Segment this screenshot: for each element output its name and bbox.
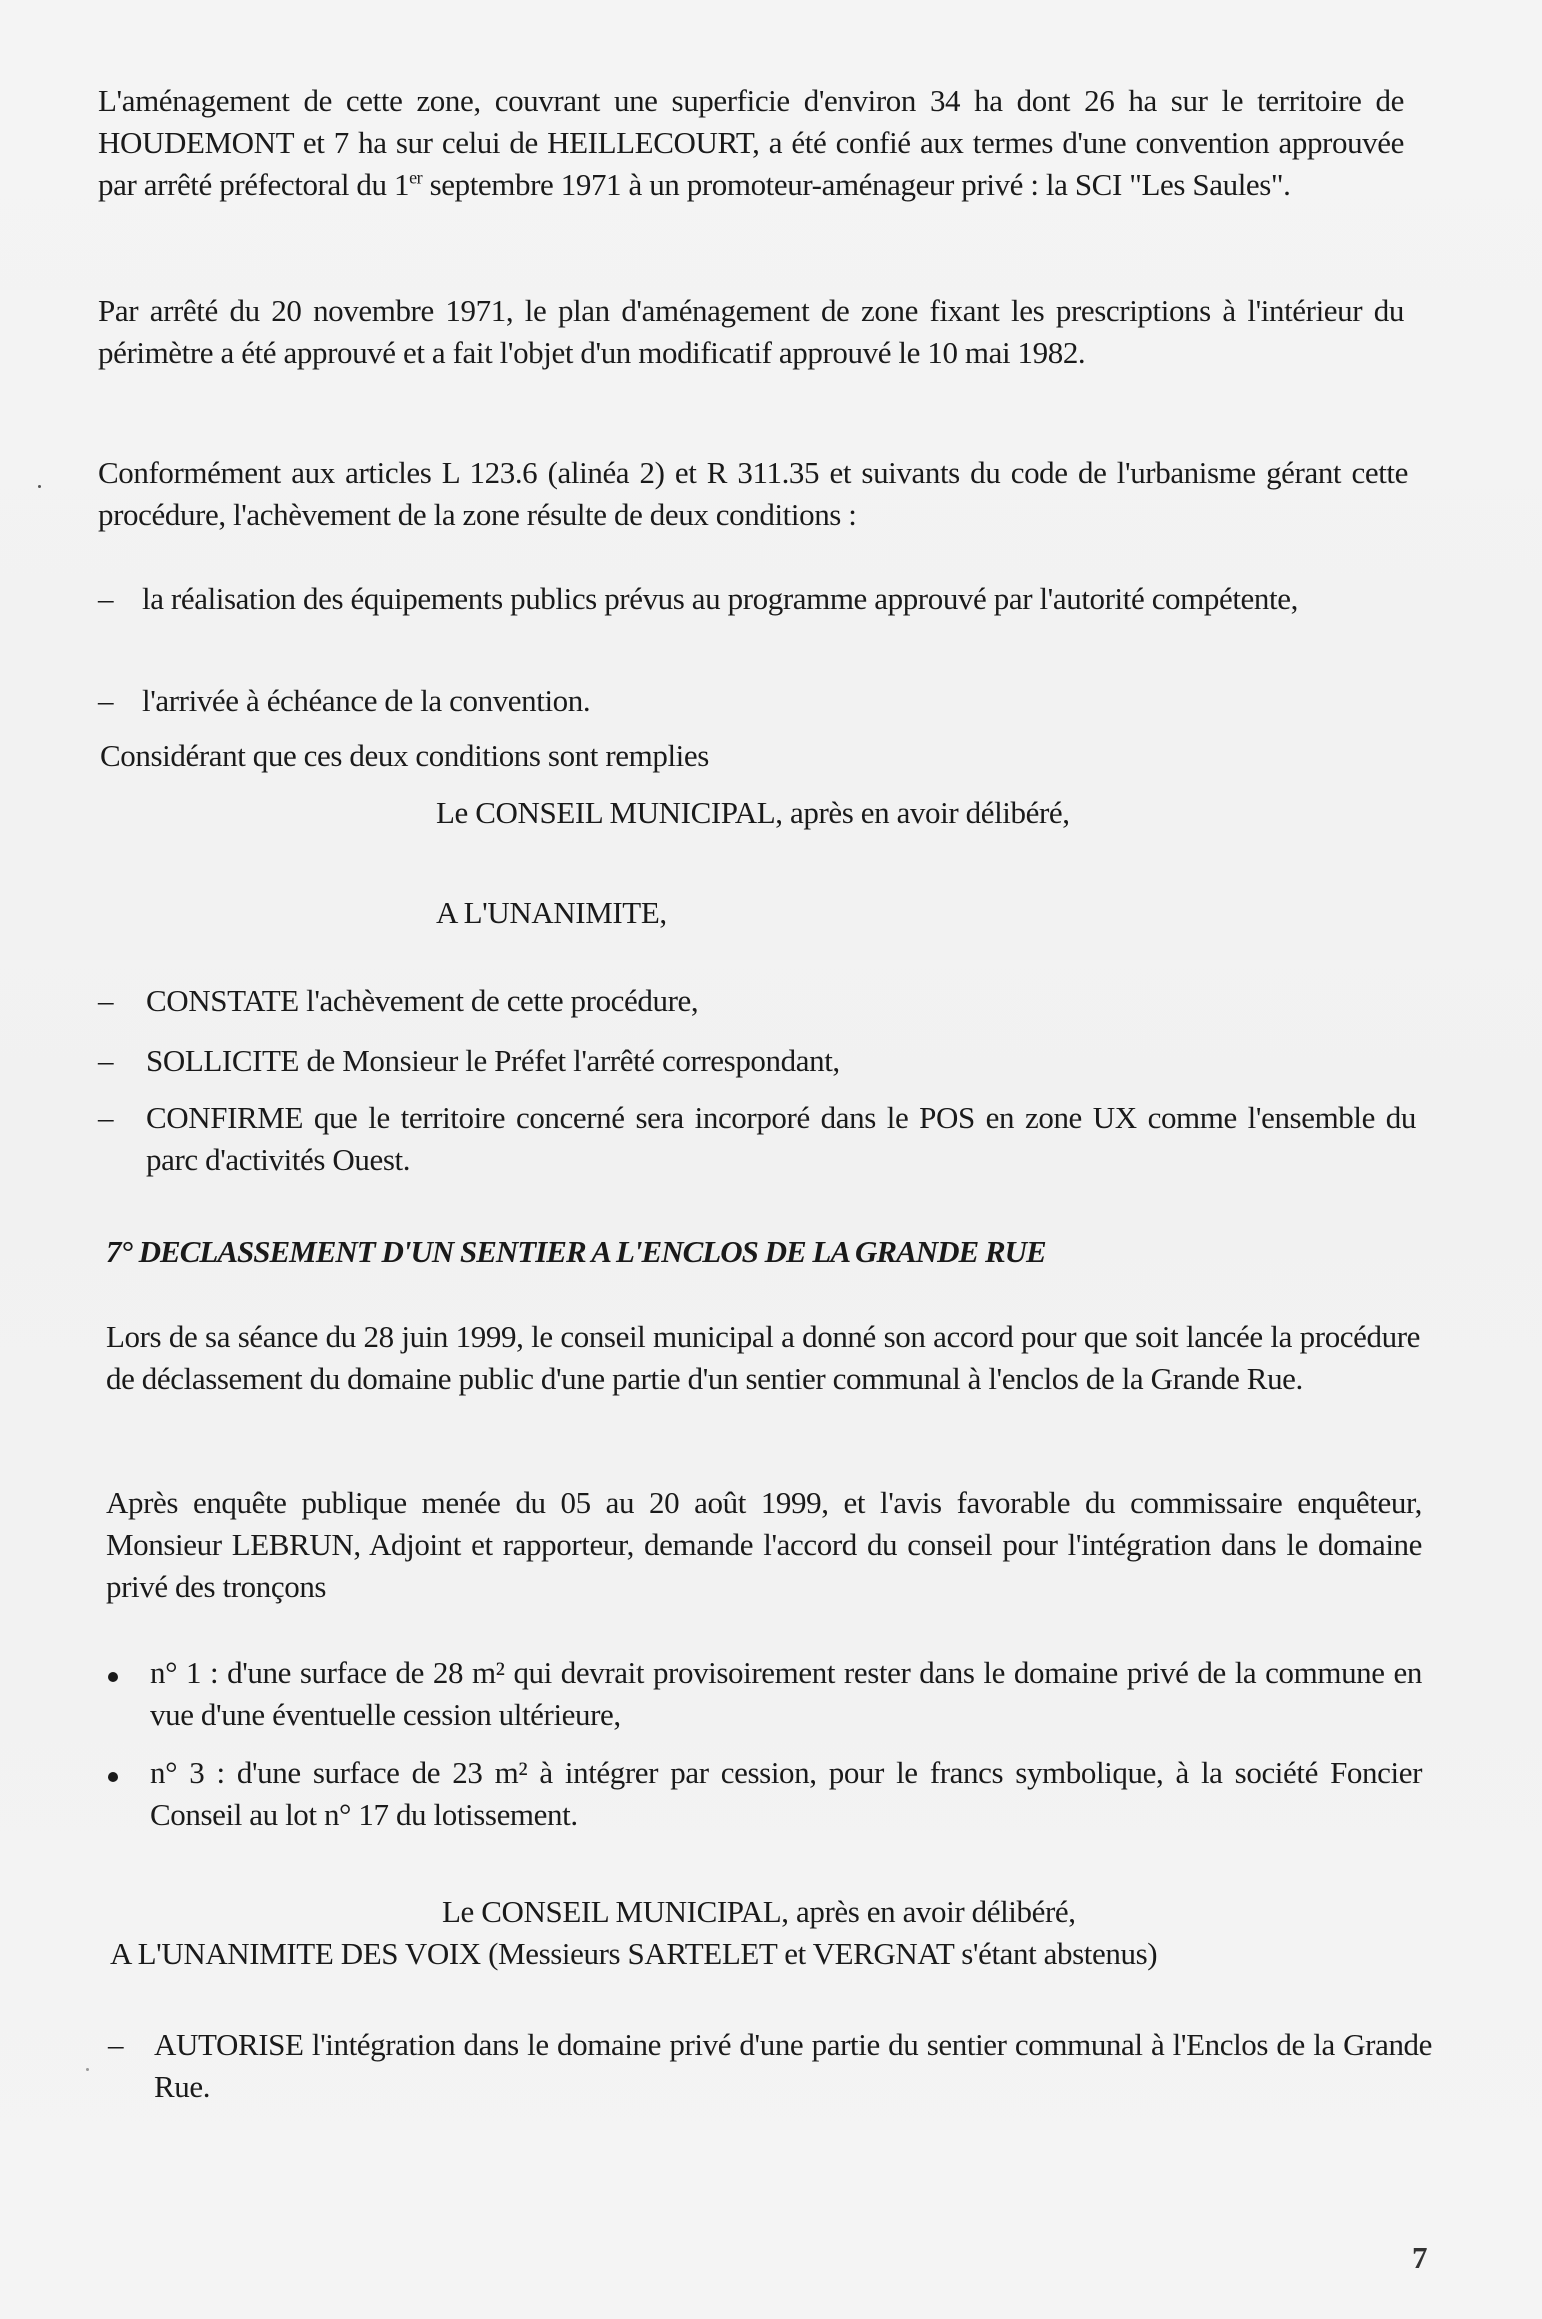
paragraph-zone-amenagement bbox=[98, 80, 1404, 206]
paragraph-text: Conformément aux articles L 123.6 (alinéa 2) et R 311.35 et suivants du code de l'urbanisme gérant cette procédure, l'achèvement de la zone résulte de deux conditions : bbox=[98, 455, 1408, 532]
considering-line: Considérant que ces deux conditions sont remplies bbox=[100, 738, 709, 773]
council-deliberation: Le CONSEIL MUNICIPAL, après en avoir délibéré, bbox=[442, 1894, 1076, 1929]
paragraph-text: Après enquête publique menée du 05 au 20 août 1999, et l'avis favorable du commissaire enquêteur, Monsieur LEBRUN, Adjoint et rapporteur, demande l'accord du conseil pour l'intégration dans le domaine privé des tronçons bbox=[106, 1485, 1422, 1604]
paragraph-text: L'aménagement de cette zone, couvrant une superficie d'environ 34 ha dont 26 ha sur le territoire de HOUDEMONT et 7 ha sur celui de HEILLECOURT, a été confié aux termes d'une convention approuvée par arrêté préfectoral du 1 bbox=[98, 83, 1404, 202]
section-text: n° 3 : d'une surface de 23 m² à intégrer par cession, pour le francs symbolique, à la société Foncier Conseil au lot n° 17 du lotissement. bbox=[150, 1755, 1422, 1832]
paragraph-seance-juin bbox=[106, 1316, 1420, 1400]
paragraph-text: Par arrêté du 20 novembre 1971, le plan d'aménagement de zone fixant les prescriptions à l'intérieur du périmètre a été approuvé et a fait l'objet d'un modificatif approuvé le 10 mai 1982. bbox=[98, 293, 1404, 370]
unanimity-statement: A L'UNANIMITE DES VOIX (Messieurs SARTELET et VERGNAT s'étant abstenus) bbox=[110, 1936, 1158, 1971]
section-item bbox=[106, 1652, 1422, 1736]
condition-text: la réalisation des équipements publics prévus au programme approuvé par l'autorité compétente, bbox=[142, 581, 1298, 616]
dash-marker: – bbox=[98, 983, 114, 1018]
condition-text: l'arrivée à échéance de la convention. bbox=[142, 683, 591, 718]
scan-speck bbox=[38, 485, 41, 488]
dash-marker: – bbox=[108, 2027, 124, 2062]
section-item bbox=[106, 1752, 1422, 1836]
superscript-er: er bbox=[409, 167, 423, 188]
page-number: 7 bbox=[1412, 2240, 1428, 2275]
dash-marker: – bbox=[98, 1043, 114, 1078]
decision-text: CONFIRME que le territoire concerné sera incorporé dans le POS en zone UX comme l'ensemble du parc d'activités Ouest. bbox=[146, 1100, 1416, 1177]
section-heading: 7° DECLASSEMENT D'UN SENTIER A L'ENCLOS DE LA GRANDE RUE bbox=[106, 1234, 1046, 1269]
unanimity-statement: A L'UNANIMITE, bbox=[436, 895, 667, 930]
paragraph-text: septembre 1971 à un promoteur-aménageur privé : la SCI "Les Saules". bbox=[422, 167, 1291, 202]
bullet-icon bbox=[108, 1672, 118, 1682]
section-text: n° 1 : d'une surface de 28 m² qui devrait provisoirement rester dans le domaine privé de la commune en vue d'une éventuelle cession ultérieure, bbox=[150, 1655, 1422, 1732]
decision-item bbox=[98, 1097, 1416, 1181]
dash-marker: – bbox=[98, 1100, 114, 1135]
decision-text: CONSTATE l'achèvement de cette procédure, bbox=[146, 983, 699, 1018]
paragraph-arrete-novembre bbox=[98, 290, 1404, 374]
decision-item bbox=[98, 1040, 1416, 1082]
paragraph-text: Lors de sa séance du 28 juin 1999, le conseil municipal a donné son accord pour que soit lancée la procédure de déclassement du domaine public d'une partie d'un sentier communal à l'enclos de la Grande Rue. bbox=[106, 1319, 1420, 1396]
decision-text: SOLLICITE de Monsieur le Préfet l'arrêté correspondant, bbox=[146, 1043, 840, 1078]
dash-marker: – bbox=[98, 581, 114, 616]
condition-item bbox=[98, 578, 1408, 620]
paragraph-enquete-publique bbox=[106, 1482, 1422, 1608]
dash-marker: – bbox=[98, 683, 114, 718]
decision-text: AUTORISE l'intégration dans le domaine privé d'une partie du sentier communal à l'Enclos de la Grande Rue. bbox=[154, 2027, 1432, 2104]
condition-item bbox=[98, 680, 1408, 722]
decision-item bbox=[98, 980, 1416, 1022]
bullet-icon bbox=[108, 1772, 118, 1782]
scan-speck bbox=[86, 2068, 89, 2071]
decision-item bbox=[108, 2024, 1432, 2108]
paragraph-conformement bbox=[98, 452, 1408, 536]
council-deliberation: Le CONSEIL MUNICIPAL, après en avoir délibéré, bbox=[436, 795, 1070, 830]
